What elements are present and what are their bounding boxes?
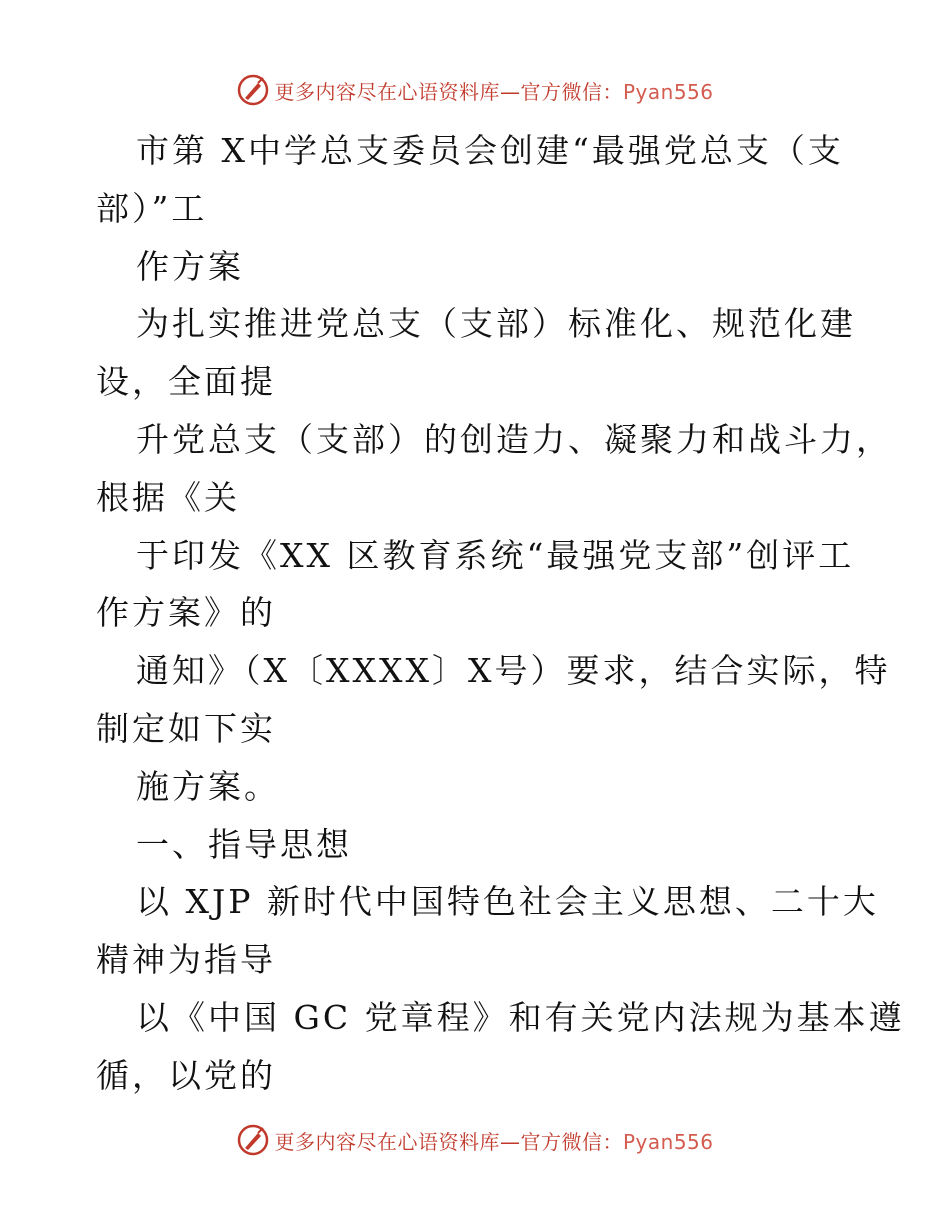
paragraph-line: 以 XJP 新时代中国特色社会主义思想、二十大 — [136, 882, 879, 922]
paragraph-line: 根据《关 — [96, 477, 240, 517]
watermark-text: 更多内容尽在心语资料库—官方微信：Pyan556 — [274, 1129, 714, 1154]
paragraph-line: 设，全面提 — [96, 362, 276, 402]
quill-pen-logo-icon — [236, 73, 270, 107]
paragraph-line: 于印发《XX 区教育系统“最强党支部”创评工 — [136, 535, 855, 575]
watermark-handle: Pyan556 — [622, 79, 714, 104]
title-line-3: 作方案 — [136, 246, 244, 286]
paragraph-line: 作方案》的 — [96, 593, 276, 633]
paragraph-line: 循，以党的 — [96, 1055, 276, 1095]
title-line-1: 市第 X中学总支委员会创建“最强党总支（支 — [136, 131, 844, 170]
section-heading: 一、指导思想 — [136, 824, 352, 864]
footer-watermark — [0, 1120, 950, 1160]
watermark-handle: Pyan556 — [622, 1129, 714, 1154]
paragraph-line: 制定如下实 — [96, 708, 276, 748]
document-body — [96, 122, 905, 1105]
watermark-text: 更多内容尽在心语资料库—官方微信：Pyan556 — [274, 79, 714, 104]
paragraph-line: 施方案。 — [136, 766, 280, 806]
paragraph-line: 精神为指导 — [96, 940, 276, 980]
paragraph-line: 以《中国 GC 党章程》和有关党内法规为基本遵 — [136, 997, 905, 1037]
paragraph-line: 为扎实推进党总支（支部）标准化、规范化建 — [136, 304, 856, 344]
paragraph-line: 通知》（X〔XXXX〕X号）要求，结合实际，特 — [136, 651, 891, 691]
header-watermark — [0, 70, 950, 110]
paragraph-line: 升党总支（支部）的创造力、凝聚力和战斗力， — [136, 419, 892, 459]
title-line-2: 部）”工 — [96, 188, 208, 228]
quill-pen-logo-icon — [236, 1123, 270, 1157]
